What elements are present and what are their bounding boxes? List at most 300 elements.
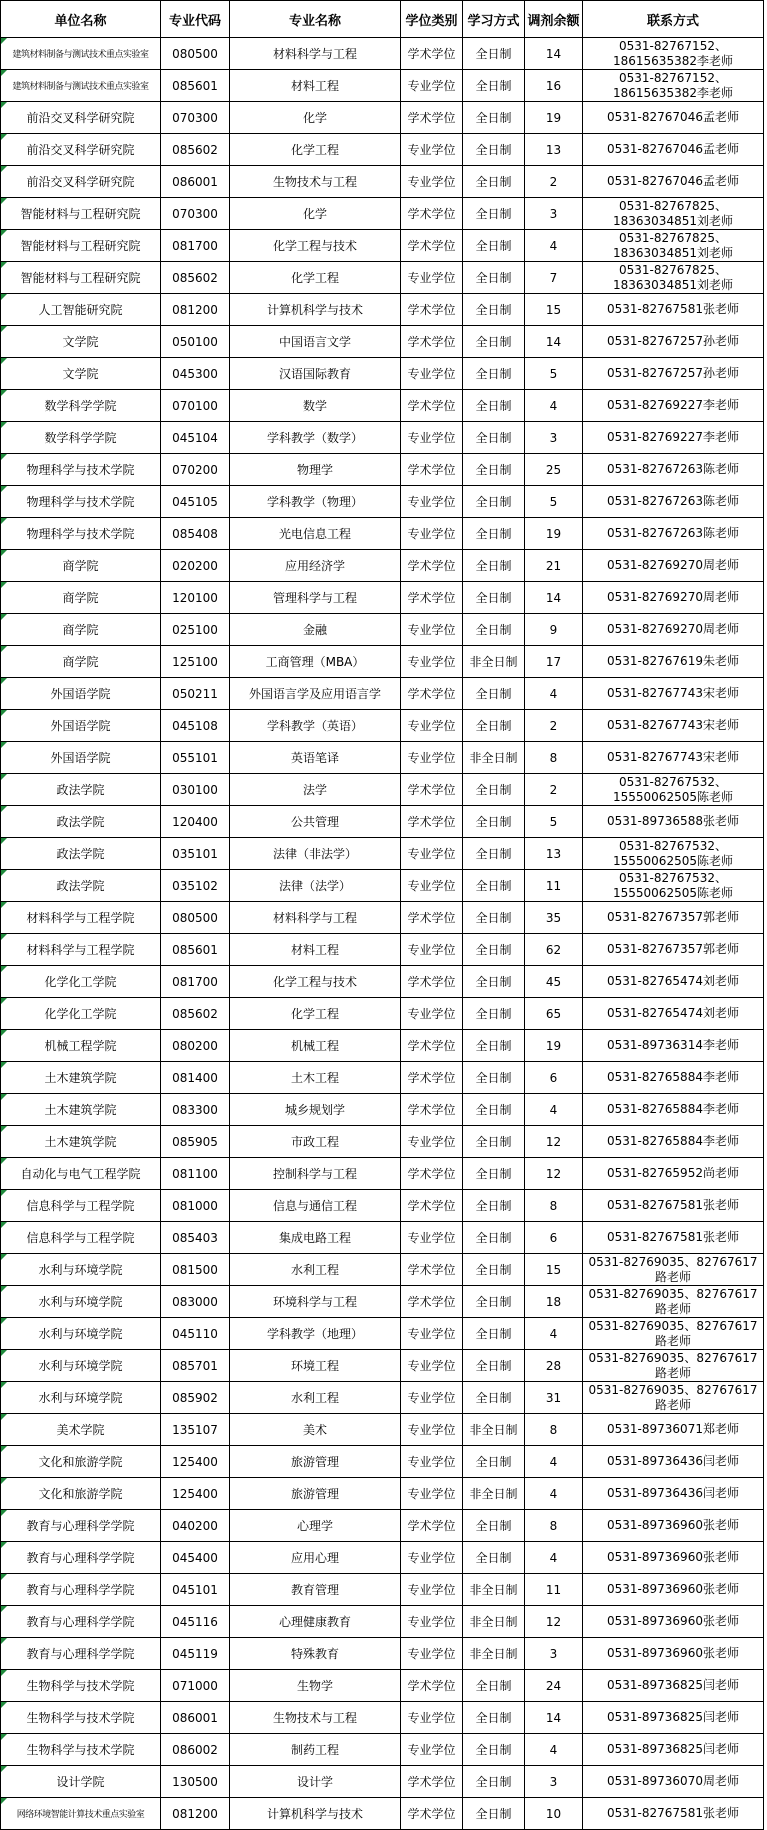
table-row	[1, 1478, 764, 1510]
major-code-cell: 085408	[161, 518, 230, 550]
contact-cell: 0531-82767152、18615635382李老师	[583, 38, 764, 70]
major-name-cell: 生物技术与工程	[230, 1702, 401, 1734]
major-name-cell: 设计学	[230, 1766, 401, 1798]
degree-type-cell: 学术学位	[401, 294, 463, 326]
remaining-quota-cell: 35	[525, 902, 583, 934]
degree-type-cell: 学术学位	[401, 390, 463, 422]
study-mode-cell: 全日制	[463, 326, 525, 358]
degree-type-cell: 专业学位	[401, 518, 463, 550]
remaining-quota-cell: 8	[525, 1190, 583, 1222]
major-code-cell: 071000	[161, 1670, 230, 1702]
study-mode-cell: 全日制	[463, 934, 525, 966]
table-row	[1, 1510, 764, 1542]
remaining-quota-cell: 9	[525, 614, 583, 646]
column-header: 联系方式	[583, 1, 764, 38]
major-name-cell: 材料工程	[230, 70, 401, 102]
contact-cell: 0531-82769035、82767617路老师	[583, 1286, 764, 1318]
study-mode-cell: 全日制	[463, 38, 525, 70]
major-code-cell: 125400	[161, 1478, 230, 1510]
major-name-cell: 环境工程	[230, 1350, 401, 1382]
unit-name-cell: 数学科学学院	[1, 422, 161, 454]
degree-type-cell: 专业学位	[401, 134, 463, 166]
study-mode-cell: 全日制	[463, 550, 525, 582]
major-name-cell: 旅游管理	[230, 1446, 401, 1478]
unit-name-cell: 水利与环境学院	[1, 1350, 161, 1382]
study-mode-cell: 全日制	[463, 1798, 525, 1830]
unit-name-cell: 物理科学与技术学院	[1, 486, 161, 518]
column-header: 单位名称	[1, 1, 161, 38]
degree-type-cell: 专业学位	[401, 742, 463, 774]
major-code-cell: 081700	[161, 966, 230, 998]
unit-name-cell: 建筑材料制备与测试技术重点实验室	[1, 38, 161, 70]
table-row	[1, 70, 764, 102]
degree-type-cell: 专业学位	[401, 1222, 463, 1254]
table-row	[1, 1638, 764, 1670]
unit-name-cell: 土木建筑学院	[1, 1126, 161, 1158]
contact-cell: 0531-89736960张老师	[583, 1638, 764, 1670]
remaining-quota-cell: 25	[525, 454, 583, 486]
major-code-cell: 085601	[161, 934, 230, 966]
degree-type-cell: 学术学位	[401, 1190, 463, 1222]
major-name-cell: 制药工程	[230, 1734, 401, 1766]
major-name-cell: 学科教学（数学）	[230, 422, 401, 454]
major-name-cell: 管理科学与工程	[230, 582, 401, 614]
remaining-quota-cell: 8	[525, 1510, 583, 1542]
table-row	[1, 1734, 764, 1766]
degree-type-cell: 学术学位	[401, 1798, 463, 1830]
table-row	[1, 1030, 764, 1062]
table-row	[1, 1126, 764, 1158]
contact-cell: 0531-82769035、82767617路老师	[583, 1254, 764, 1286]
study-mode-cell: 全日制	[463, 390, 525, 422]
degree-type-cell: 学术学位	[401, 1030, 463, 1062]
degree-type-cell: 学术学位	[401, 230, 463, 262]
contact-cell: 0531-82767357郭老师	[583, 902, 764, 934]
study-mode-cell: 全日制	[463, 262, 525, 294]
major-name-cell: 公共管理	[230, 806, 401, 838]
major-code-cell: 080500	[161, 38, 230, 70]
degree-type-cell: 学术学位	[401, 774, 463, 806]
remaining-quota-cell: 14	[525, 326, 583, 358]
unit-name-cell: 政法学院	[1, 838, 161, 870]
major-name-cell: 法律（非法学）	[230, 838, 401, 870]
major-code-cell: 081700	[161, 230, 230, 262]
major-code-cell: 030100	[161, 774, 230, 806]
contact-cell: 0531-82767743宋老师	[583, 678, 764, 710]
study-mode-cell: 全日制	[463, 806, 525, 838]
contact-cell: 0531-82765474刘老师	[583, 998, 764, 1030]
major-name-cell: 信息与通信工程	[230, 1190, 401, 1222]
study-mode-cell: 全日制	[463, 454, 525, 486]
unit-name-cell: 化学化工学院	[1, 966, 161, 998]
major-name-cell: 学科教学（英语）	[230, 710, 401, 742]
table-row	[1, 1606, 764, 1638]
study-mode-cell: 全日制	[463, 1094, 525, 1126]
unit-name-cell: 政法学院	[1, 870, 161, 902]
unit-name-cell: 前沿交叉科学研究院	[1, 134, 161, 166]
contact-cell: 0531-89736071郑老师	[583, 1414, 764, 1446]
unit-name-cell: 外国语学院	[1, 678, 161, 710]
table-row	[1, 1574, 764, 1606]
unit-name-cell: 前沿交叉科学研究院	[1, 166, 161, 198]
major-code-cell: 050100	[161, 326, 230, 358]
degree-type-cell: 学术学位	[401, 1510, 463, 1542]
major-name-cell: 计算机科学与技术	[230, 1798, 401, 1830]
major-code-cell: 025100	[161, 614, 230, 646]
study-mode-cell: 全日制	[463, 838, 525, 870]
column-header: 调剂余额	[525, 1, 583, 38]
unit-name-cell: 生物科学与技术学院	[1, 1670, 161, 1702]
study-mode-cell: 全日制	[463, 134, 525, 166]
major-code-cell: 080500	[161, 902, 230, 934]
contact-cell: 0531-82769270周老师	[583, 550, 764, 582]
remaining-quota-cell: 3	[525, 1638, 583, 1670]
major-code-cell: 045300	[161, 358, 230, 390]
contact-cell: 0531-82769270周老师	[583, 582, 764, 614]
remaining-quota-cell: 5	[525, 806, 583, 838]
degree-type-cell: 学术学位	[401, 1094, 463, 1126]
table-row	[1, 38, 764, 70]
table-row	[1, 1062, 764, 1094]
remaining-quota-cell: 11	[525, 870, 583, 902]
major-code-cell: 045101	[161, 1574, 230, 1606]
major-code-cell: 080200	[161, 1030, 230, 1062]
remaining-quota-cell: 2	[525, 774, 583, 806]
contact-cell: 0531-82765884李老师	[583, 1062, 764, 1094]
study-mode-cell: 全日制	[463, 902, 525, 934]
contact-cell: 0531-82767581张老师	[583, 1798, 764, 1830]
unit-name-cell: 设计学院	[1, 1766, 161, 1798]
contact-cell: 0531-82767257孙老师	[583, 358, 764, 390]
major-name-cell: 城乡规划学	[230, 1094, 401, 1126]
table-row	[1, 134, 764, 166]
major-code-cell: 081200	[161, 1798, 230, 1830]
table-row	[1, 646, 764, 678]
major-code-cell: 045108	[161, 710, 230, 742]
major-code-cell: 045104	[161, 422, 230, 454]
table-row	[1, 870, 764, 902]
degree-type-cell: 学术学位	[401, 1158, 463, 1190]
remaining-quota-cell: 28	[525, 1350, 583, 1382]
study-mode-cell: 全日制	[463, 1126, 525, 1158]
unit-name-cell: 水利与环境学院	[1, 1286, 161, 1318]
degree-type-cell: 学术学位	[401, 550, 463, 582]
major-code-cell: 085601	[161, 70, 230, 102]
contact-cell: 0531-82767257孙老师	[583, 326, 764, 358]
contact-cell: 0531-82767532、15550062505陈老师	[583, 838, 764, 870]
study-mode-cell: 非全日制	[463, 1638, 525, 1670]
study-mode-cell: 全日制	[463, 1734, 525, 1766]
remaining-quota-cell: 16	[525, 70, 583, 102]
degree-type-cell: 学术学位	[401, 1286, 463, 1318]
column-header: 学位类别	[401, 1, 463, 38]
degree-type-cell: 专业学位	[401, 1414, 463, 1446]
contact-cell: 0531-89736436闫老师	[583, 1478, 764, 1510]
study-mode-cell: 全日制	[463, 870, 525, 902]
table-row	[1, 582, 764, 614]
study-mode-cell: 全日制	[463, 774, 525, 806]
major-code-cell: 040200	[161, 1510, 230, 1542]
contact-cell: 0531-82767743宋老师	[583, 742, 764, 774]
major-name-cell: 数学	[230, 390, 401, 422]
degree-type-cell: 专业学位	[401, 262, 463, 294]
unit-name-cell: 信息科学与工程学院	[1, 1190, 161, 1222]
table-row	[1, 902, 764, 934]
contact-cell: 0531-82767357郭老师	[583, 934, 764, 966]
study-mode-cell: 全日制	[463, 1318, 525, 1350]
remaining-quota-cell: 12	[525, 1606, 583, 1638]
degree-type-cell: 学术学位	[401, 38, 463, 70]
study-mode-cell: 全日制	[463, 614, 525, 646]
major-name-cell: 化学工程与技术	[230, 966, 401, 998]
table-row	[1, 1542, 764, 1574]
major-code-cell: 125100	[161, 646, 230, 678]
major-code-cell: 085602	[161, 134, 230, 166]
study-mode-cell: 全日制	[463, 1254, 525, 1286]
unit-name-cell: 外国语学院	[1, 742, 161, 774]
major-name-cell: 化学	[230, 102, 401, 134]
major-name-cell: 生物学	[230, 1670, 401, 1702]
table-row	[1, 1414, 764, 1446]
unit-name-cell: 教育与心理科学学院	[1, 1606, 161, 1638]
table-row	[1, 262, 764, 294]
unit-name-cell: 文化和旅游学院	[1, 1478, 161, 1510]
remaining-quota-cell: 5	[525, 358, 583, 390]
study-mode-cell: 全日制	[463, 1030, 525, 1062]
study-mode-cell: 全日制	[463, 1062, 525, 1094]
unit-name-cell: 物理科学与技术学院	[1, 518, 161, 550]
major-name-cell: 机械工程	[230, 1030, 401, 1062]
unit-name-cell: 商学院	[1, 582, 161, 614]
unit-name-cell: 水利与环境学院	[1, 1382, 161, 1414]
degree-type-cell: 专业学位	[401, 1478, 463, 1510]
major-name-cell: 金融	[230, 614, 401, 646]
major-code-cell: 083000	[161, 1286, 230, 1318]
table-row	[1, 166, 764, 198]
table-row	[1, 934, 764, 966]
study-mode-cell: 全日制	[463, 1670, 525, 1702]
major-name-cell: 教育管理	[230, 1574, 401, 1606]
degree-type-cell: 学术学位	[401, 1254, 463, 1286]
degree-type-cell: 专业学位	[401, 614, 463, 646]
major-code-cell: 055101	[161, 742, 230, 774]
table-row	[1, 230, 764, 262]
unit-name-cell: 生物科学与技术学院	[1, 1702, 161, 1734]
remaining-quota-cell: 4	[525, 678, 583, 710]
major-code-cell: 035102	[161, 870, 230, 902]
contact-cell: 0531-82767581张老师	[583, 1190, 764, 1222]
study-mode-cell: 全日制	[463, 358, 525, 390]
degree-type-cell: 专业学位	[401, 934, 463, 966]
major-name-cell: 工商管理（MBA）	[230, 646, 401, 678]
major-code-cell: 081100	[161, 1158, 230, 1190]
degree-type-cell: 学术学位	[401, 678, 463, 710]
major-code-cell: 086002	[161, 1734, 230, 1766]
major-code-cell: 085602	[161, 998, 230, 1030]
contact-cell: 0531-82767152、18615635382李老师	[583, 70, 764, 102]
major-code-cell: 045400	[161, 1542, 230, 1574]
remaining-quota-cell: 31	[525, 1382, 583, 1414]
study-mode-cell: 全日制	[463, 230, 525, 262]
table-row	[1, 102, 764, 134]
remaining-quota-cell: 18	[525, 1286, 583, 1318]
major-code-cell: 070200	[161, 454, 230, 486]
major-name-cell: 土木工程	[230, 1062, 401, 1094]
table-row	[1, 486, 764, 518]
major-code-cell: 135107	[161, 1414, 230, 1446]
remaining-quota-cell: 5	[525, 486, 583, 518]
degree-type-cell: 专业学位	[401, 1574, 463, 1606]
degree-type-cell: 专业学位	[401, 486, 463, 518]
remaining-quota-cell: 4	[525, 1542, 583, 1574]
major-name-cell: 控制科学与工程	[230, 1158, 401, 1190]
unit-name-cell: 化学化工学院	[1, 998, 161, 1030]
contact-cell: 0531-89736436闫老师	[583, 1446, 764, 1478]
remaining-quota-cell: 6	[525, 1222, 583, 1254]
study-mode-cell: 全日制	[463, 198, 525, 230]
major-name-cell: 市政工程	[230, 1126, 401, 1158]
degree-type-cell: 学术学位	[401, 454, 463, 486]
major-name-cell: 光电信息工程	[230, 518, 401, 550]
remaining-quota-cell: 14	[525, 582, 583, 614]
study-mode-cell: 非全日制	[463, 646, 525, 678]
major-code-cell: 081000	[161, 1190, 230, 1222]
contact-cell: 0531-82769035、82767617路老师	[583, 1318, 764, 1350]
unit-name-cell: 教育与心理科学学院	[1, 1542, 161, 1574]
study-mode-cell: 全日制	[463, 1702, 525, 1734]
unit-name-cell: 教育与心理科学学院	[1, 1638, 161, 1670]
contact-cell: 0531-82767532、15550062505陈老师	[583, 870, 764, 902]
study-mode-cell: 全日制	[463, 1190, 525, 1222]
table-body	[1, 38, 764, 1830]
table-row	[1, 1158, 764, 1190]
contact-cell: 0531-89736825闫老师	[583, 1734, 764, 1766]
unit-name-cell: 人工智能研究院	[1, 294, 161, 326]
degree-type-cell: 专业学位	[401, 1702, 463, 1734]
degree-type-cell: 专业学位	[401, 1382, 463, 1414]
unit-name-cell: 材料科学与工程学院	[1, 902, 161, 934]
major-code-cell: 085602	[161, 262, 230, 294]
degree-type-cell: 专业学位	[401, 870, 463, 902]
study-mode-cell: 全日制	[463, 1446, 525, 1478]
contact-cell: 0531-82767046孟老师	[583, 102, 764, 134]
degree-type-cell: 专业学位	[401, 1126, 463, 1158]
remaining-quota-cell: 4	[525, 1734, 583, 1766]
table-row	[1, 1446, 764, 1478]
major-name-cell: 美术	[230, 1414, 401, 1446]
table-row	[1, 1670, 764, 1702]
contact-cell: 0531-89736825闫老师	[583, 1702, 764, 1734]
table-row	[1, 838, 764, 870]
study-mode-cell: 全日制	[463, 1542, 525, 1574]
major-code-cell: 085701	[161, 1350, 230, 1382]
table-row	[1, 1382, 764, 1414]
unit-name-cell: 文化和旅游学院	[1, 1446, 161, 1478]
unit-name-cell: 文学院	[1, 358, 161, 390]
remaining-quota-cell: 8	[525, 1414, 583, 1446]
unit-name-cell: 商学院	[1, 614, 161, 646]
major-name-cell: 心理学	[230, 1510, 401, 1542]
remaining-quota-cell: 45	[525, 966, 583, 998]
unit-name-cell: 政法学院	[1, 806, 161, 838]
table-row	[1, 614, 764, 646]
major-name-cell: 化学	[230, 198, 401, 230]
study-mode-cell: 全日制	[463, 710, 525, 742]
remaining-quota-cell: 4	[525, 230, 583, 262]
contact-cell: 0531-89736314李老师	[583, 1030, 764, 1062]
study-mode-cell: 全日制	[463, 966, 525, 998]
study-mode-cell: 全日制	[463, 102, 525, 134]
major-name-cell: 化学工程	[230, 134, 401, 166]
major-code-cell: 045119	[161, 1638, 230, 1670]
table-row	[1, 966, 764, 998]
table-row	[1, 518, 764, 550]
degree-type-cell: 专业学位	[401, 1638, 463, 1670]
table-row	[1, 454, 764, 486]
unit-name-cell: 自动化与电气工程学院	[1, 1158, 161, 1190]
major-name-cell: 材料科学与工程	[230, 902, 401, 934]
contact-cell: 0531-89736960张老师	[583, 1606, 764, 1638]
major-name-cell: 外国语言学及应用语言学	[230, 678, 401, 710]
column-header: 学习方式	[463, 1, 525, 38]
remaining-quota-cell: 62	[525, 934, 583, 966]
major-code-cell: 020200	[161, 550, 230, 582]
unit-name-cell: 政法学院	[1, 774, 161, 806]
contact-cell: 0531-82767825、18363034851刘老师	[583, 262, 764, 294]
degree-type-cell: 学术学位	[401, 806, 463, 838]
contact-cell: 0531-82769227李老师	[583, 390, 764, 422]
major-name-cell: 材料科学与工程	[230, 38, 401, 70]
remaining-quota-cell: 14	[525, 38, 583, 70]
contact-cell: 0531-82767619朱老师	[583, 646, 764, 678]
degree-type-cell: 专业学位	[401, 422, 463, 454]
unit-name-cell: 智能材料与工程研究院	[1, 262, 161, 294]
major-name-cell: 化学工程与技术	[230, 230, 401, 262]
degree-type-cell: 学术学位	[401, 582, 463, 614]
unit-name-cell: 数学科学学院	[1, 390, 161, 422]
table-row	[1, 774, 764, 806]
major-name-cell: 心理健康教育	[230, 1606, 401, 1638]
major-name-cell: 学科教学（物理）	[230, 486, 401, 518]
remaining-quota-cell: 13	[525, 838, 583, 870]
remaining-quota-cell: 6	[525, 1062, 583, 1094]
contact-cell: 0531-82767825、18363034851刘老师	[583, 230, 764, 262]
unit-name-cell: 商学院	[1, 550, 161, 582]
remaining-quota-cell: 21	[525, 550, 583, 582]
contact-cell: 0531-89736960张老师	[583, 1542, 764, 1574]
table-row	[1, 1702, 764, 1734]
major-name-cell: 应用心理	[230, 1542, 401, 1574]
major-name-cell: 应用经济学	[230, 550, 401, 582]
contact-cell: 0531-89736825闫老师	[583, 1670, 764, 1702]
major-name-cell: 特殊教育	[230, 1638, 401, 1670]
unit-name-cell: 教育与心理科学学院	[1, 1574, 161, 1606]
contact-cell: 0531-82767581张老师	[583, 1222, 764, 1254]
table-row	[1, 1254, 764, 1286]
table-row	[1, 1190, 764, 1222]
unit-name-cell: 商学院	[1, 646, 161, 678]
unit-name-cell: 教育与心理科学学院	[1, 1510, 161, 1542]
unit-name-cell: 水利与环境学院	[1, 1254, 161, 1286]
contact-cell: 0531-82765884李老师	[583, 1094, 764, 1126]
study-mode-cell: 非全日制	[463, 1414, 525, 1446]
study-mode-cell: 非全日制	[463, 1478, 525, 1510]
table-header	[1, 1, 764, 38]
study-mode-cell: 全日制	[463, 294, 525, 326]
remaining-quota-cell: 15	[525, 294, 583, 326]
unit-name-cell: 机械工程学院	[1, 1030, 161, 1062]
remaining-quota-cell: 7	[525, 262, 583, 294]
